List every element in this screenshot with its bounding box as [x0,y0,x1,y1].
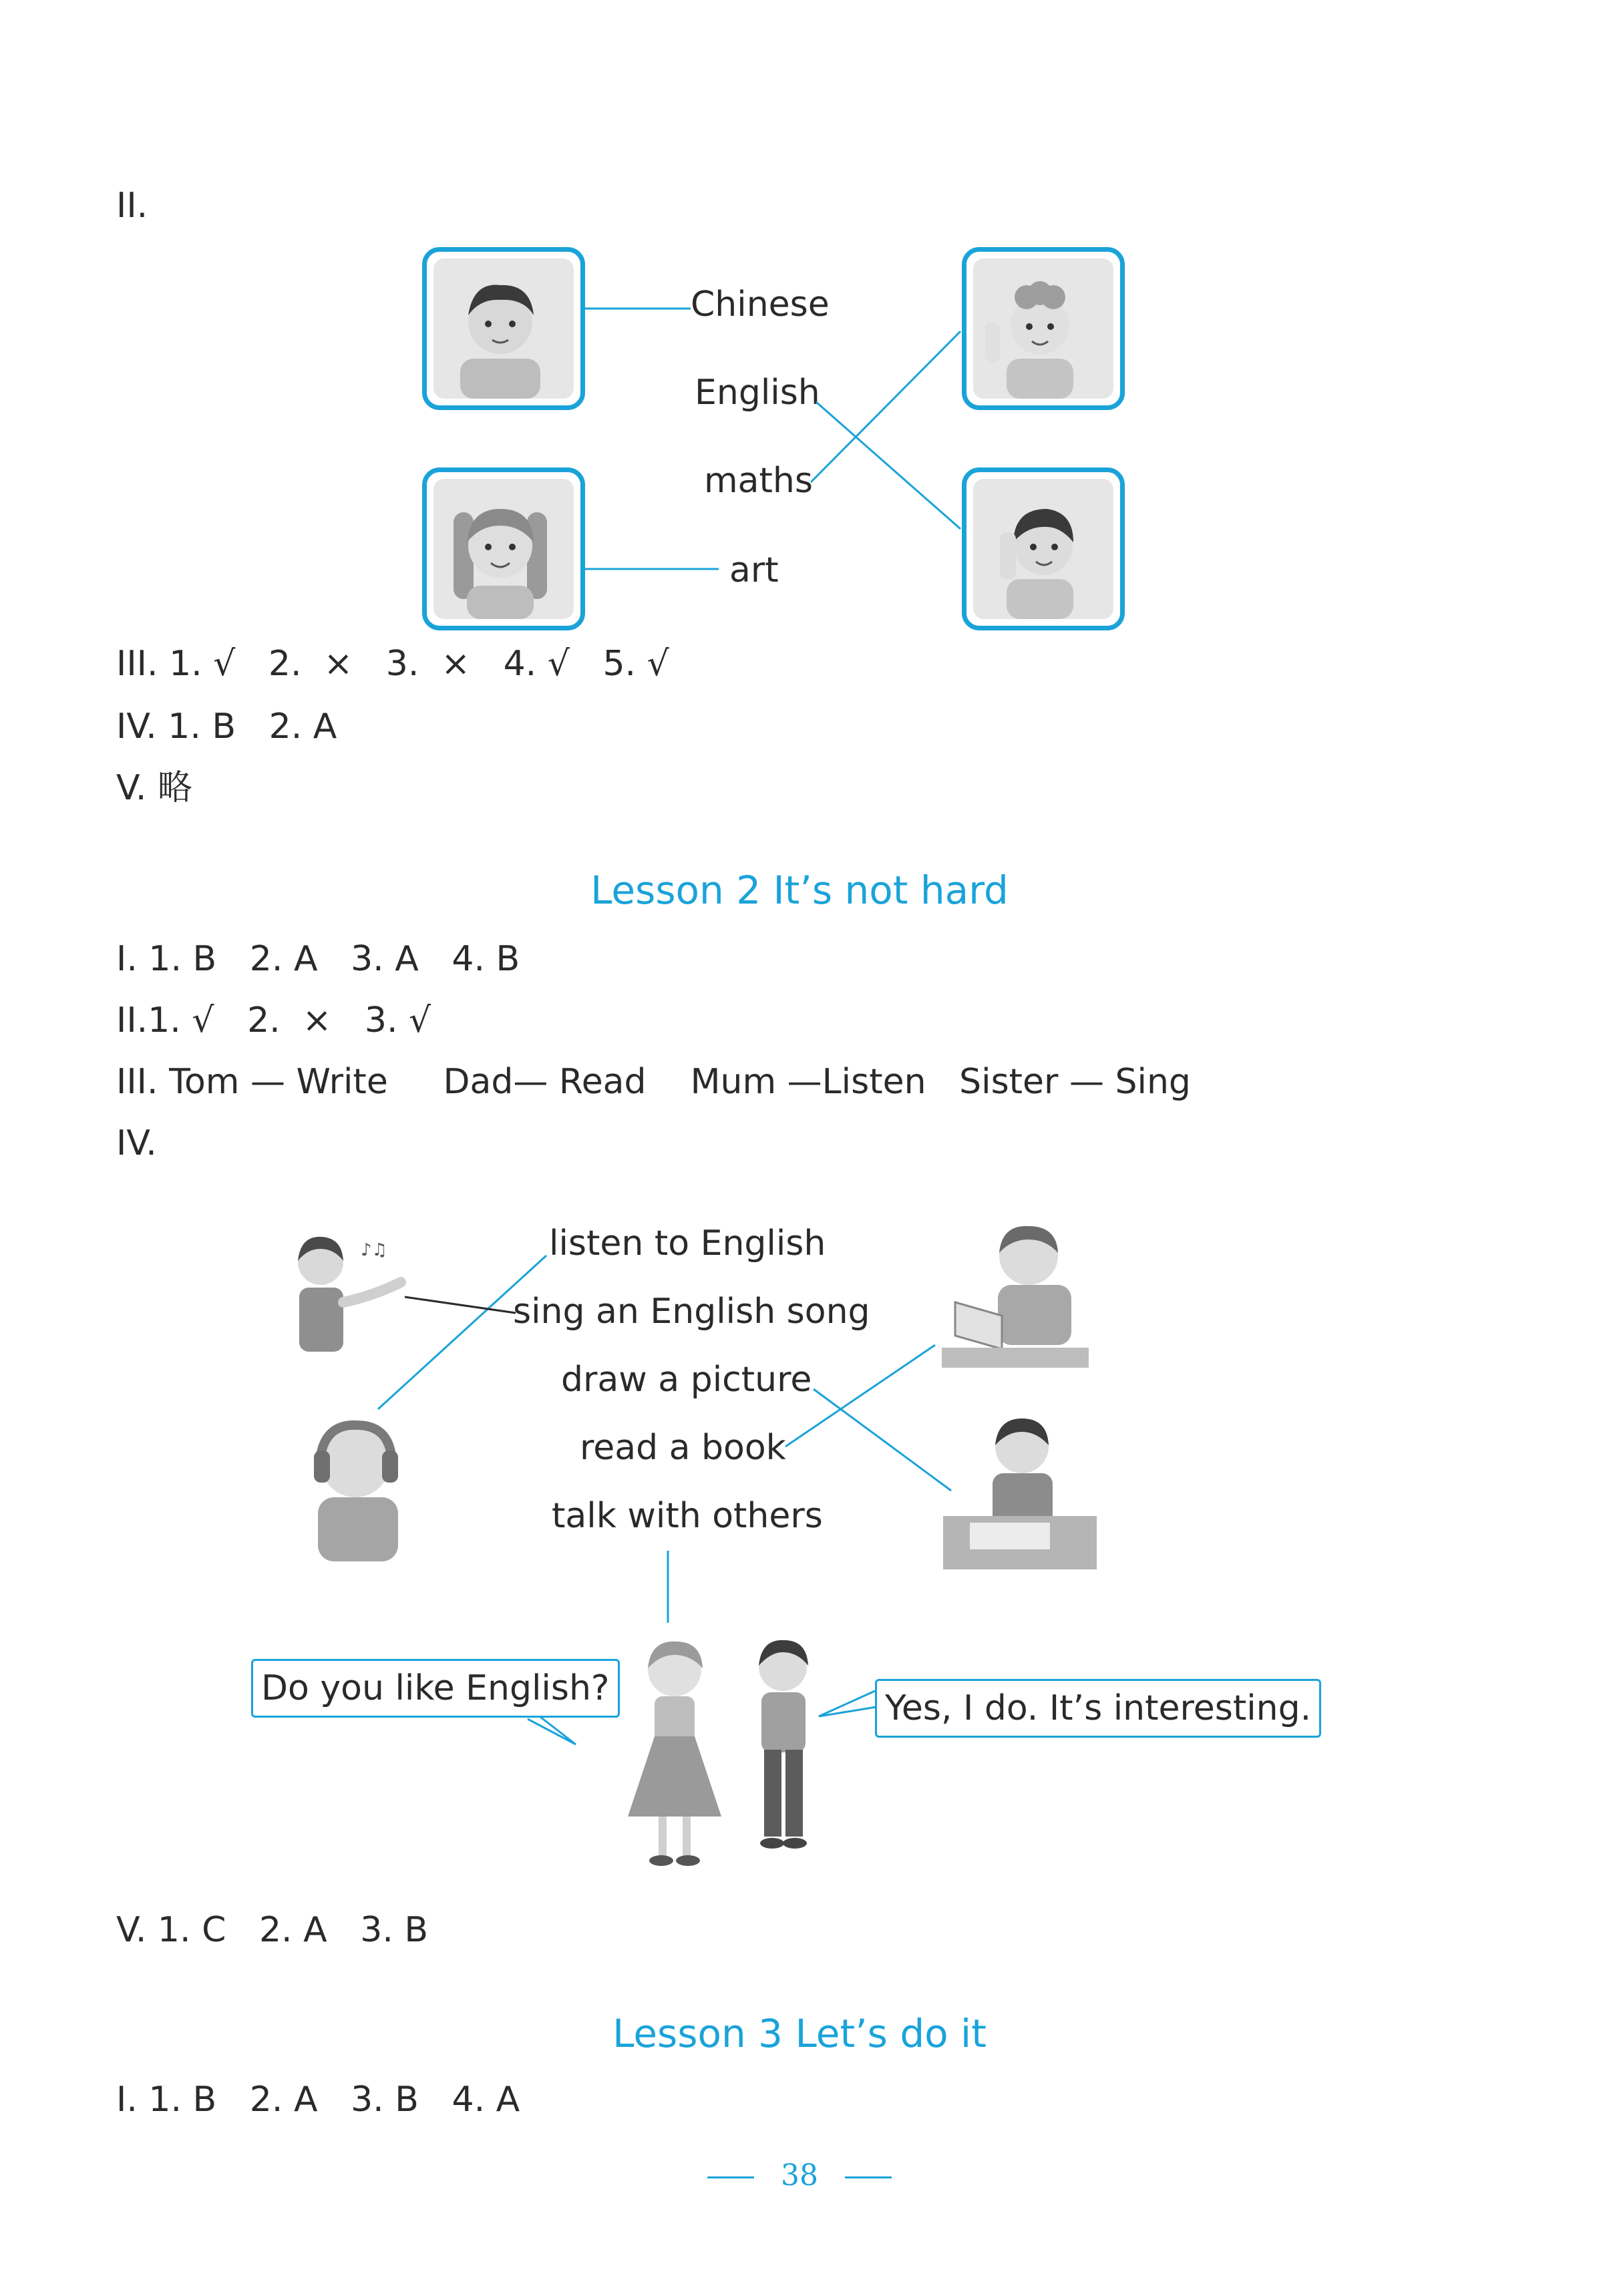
svg-text:♪♫: ♪♫ [361,1240,387,1260]
section-ii-title: II. [116,186,148,226]
activity-sing: sing an English song [513,1292,870,1332]
section-iii-answers: III. 1. √ 2. × 3. × 4. √ 5. √ [116,644,669,684]
speech-bubble-question: Do you like English? [251,1659,620,1718]
section-v-answers: V. 略 [116,768,192,808]
lesson3-title: Lesson 3 Let’s do it [612,2011,987,2056]
lesson2-q1: I. 1. B 2. A 3. A 4. B [116,939,520,979]
lesson2-q3: III. Tom — Write Dad— Read Mum —Listen Sister — Sing [116,1062,1191,1102]
page-number: 38 [781,2158,818,2192]
activity-draw: draw a picture [561,1360,812,1400]
activity-talk: talk with others [552,1496,823,1536]
label-english: English [695,373,820,413]
label-chinese: Chinese [691,284,830,325]
footer-dash-left [707,2176,754,2178]
section-iv-answers: IV. 1. B 2. A [116,707,337,747]
activity-listen: listen to English [549,1223,826,1264]
lesson2-q5: V. 1. C 2. A 3. B [116,1910,429,1950]
footer-dash-right [845,2176,892,2178]
label-maths: maths [704,461,813,501]
lesson2-q2: II.1. √ 2. × 3. √ [116,1000,431,1040]
page-footer [0,2158,1599,2192]
lesson3-q1: I. 1. B 2. A 3. B 4. A [116,2080,520,2120]
speech-bubble-answer: Yes, I do. It’s interesting. [875,1679,1321,1738]
activity-read: read a book [580,1428,786,1468]
lesson2-q4-title: IV. [116,1123,157,1163]
label-art: art [729,550,779,590]
lesson2-title: Lesson 2 It’s not hard [590,868,1009,913]
